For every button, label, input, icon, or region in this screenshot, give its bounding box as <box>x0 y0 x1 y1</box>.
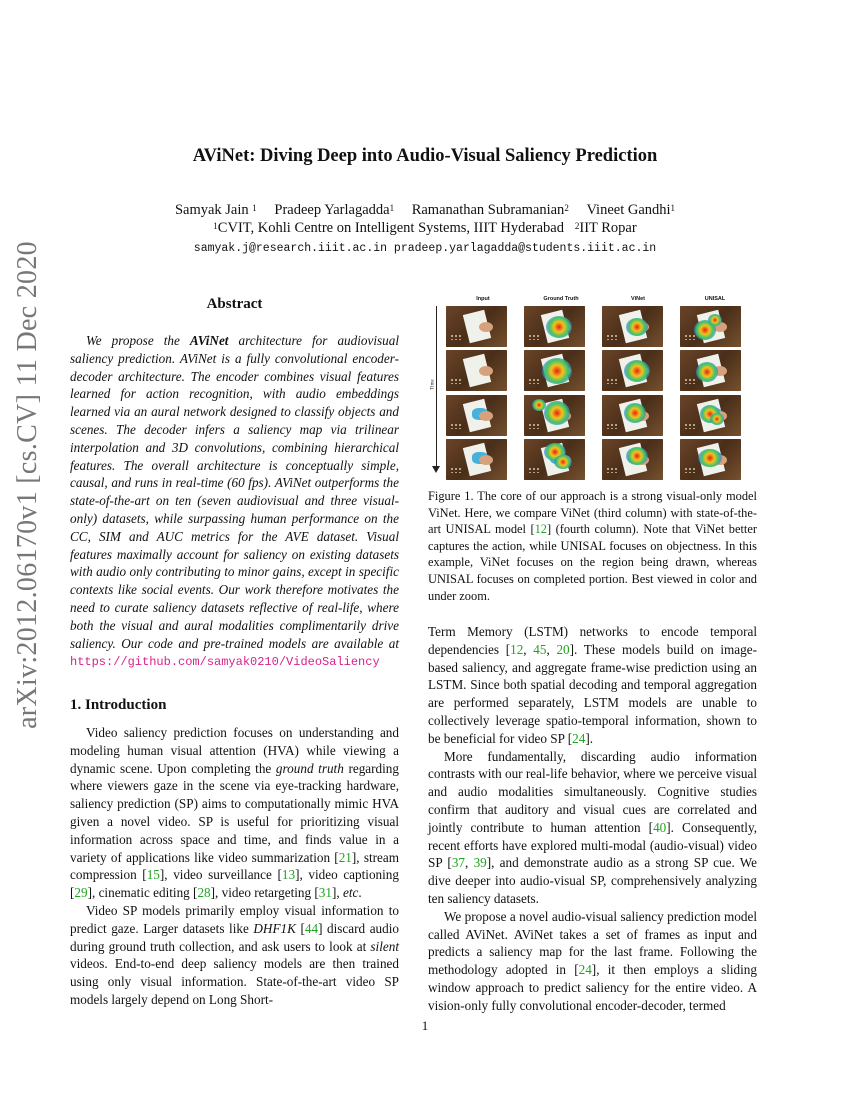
arxiv-sidebar <box>3 241 53 729</box>
citation-link[interactable]: 20 <box>556 641 570 657</box>
author: Pradeep Yarlagadda$^1$ <box>274 202 395 218</box>
vinet-frame <box>602 439 663 480</box>
figure-row <box>446 350 758 393</box>
figure-row <box>446 306 758 349</box>
vinet-frame <box>602 395 663 436</box>
citation-link[interactable]: 24 <box>572 730 586 746</box>
unisal-frame <box>680 350 741 391</box>
time-axis-label: Time <box>430 379 436 390</box>
author: Ramanathan Subramanian$^2$ <box>411 202 569 218</box>
abstract-body: We propose the AViNet architecture for audiovisual saliency prediction. AViNet is a fully convolutional encoder-decoder architecture. The encoder combines visual features learned for action recognition, with audio embeddings learned via an aural network designed to classify objects and scenes. The decoder infers a saliency map via trilinear interpolation and 3D convolutions, combining hierarchical features. The overall architecture is conceptually simple, causal, and runs in real-time (60 fps). AViNet outperforms the state-of-the-art on ten (seven audiovisual and three visual-only) datasets, while surpassing human performance on the CC, SIM and AUC metrics for the AVE dataset. Visual features maximally account for saliency on existing datasets with audio only contributing to minor gains, except in specific contexts like social events. Our work therefore motivates the need to curate saliency datasets reflective of real-life, where both the visual and aural modalities complimentarily drive saliency. Our code and pre-trained models are available at https://github.com/samyak0210/VideoSaliency <box>70 333 399 670</box>
saliency-heatmap <box>698 449 722 467</box>
figure-row <box>446 439 758 482</box>
ground-truth-frame <box>524 350 585 391</box>
saliency-heatmap <box>710 413 724 425</box>
saliency-heatmap <box>532 399 546 411</box>
paper-title: AViNet: Diving Deep into Audio-Visual Saliency Prediction <box>192 146 658 166</box>
arxiv-identifier: arXiv:2012.06170v1 [cs.CV] 11 Dec 2020 <box>12 241 43 729</box>
figure-row <box>446 395 758 438</box>
citation-link[interactable]: 44 <box>304 920 319 936</box>
ground-truth-frame <box>524 306 585 347</box>
code-link[interactable]: https://github.com/samyak0210/VideoSaliency <box>70 655 380 670</box>
saliency-heatmap <box>624 360 650 382</box>
citation-link[interactable]: 28 <box>197 885 211 901</box>
author-emails: samyak.j@research.iiit.ac.in pradeep.yarlagadda@students.iiit.ac.in <box>193 242 657 255</box>
input-frame <box>446 439 507 480</box>
input-frame <box>446 350 507 391</box>
citation-link[interactable]: 40 <box>653 819 667 835</box>
saliency-heatmap <box>624 403 646 423</box>
time-axis-line <box>436 306 437 470</box>
abstract-heading: Abstract <box>206 296 263 312</box>
citation-link[interactable]: 12 <box>510 641 524 657</box>
introduction-body: Video saliency prediction focuses on understanding and modeling human visual attention (HVA) while viewing a dynamic scene. Upon completing the ground truth regarding where viewers gaze in the scene via eye-tracking hardware, saliency prediction (SP) aims to computationally mimic HVA given a novel video. SP is useful for prioritizing visual information across space and time, and finds value in a variety of applications like video summarization [21], stream compression [15], video surveillance [13], video captioning [29], cinematic editing [28], video retargeting [31], etc. Video SP models primarily employ visual information to predict gaze. Larger datasets like DHF1K [44] discard audio during ground truth collection, and ask users to look at silent videos. End-to-end deep saliency models are then trained using only visual information. State-of-the-art video SP models largely depend on Long Short- <box>70 725 399 1007</box>
citation-link[interactable]: 15 <box>146 867 160 883</box>
author: Samyak Jain $^1$ <box>174 202 257 218</box>
unisal-frame <box>680 306 741 347</box>
input-frame <box>446 395 507 436</box>
unisal-frame <box>680 439 741 480</box>
figure-column-header: ViNet <box>631 296 645 302</box>
figure-column-header: Input <box>476 296 490 302</box>
figure-1 <box>430 294 760 482</box>
author-list <box>0 201 850 219</box>
citation-link[interactable]: 24 <box>578 962 592 978</box>
saliency-heatmap <box>626 447 648 465</box>
saliency-heatmap <box>544 401 570 425</box>
vinet-frame <box>602 306 663 347</box>
page-number: 1 <box>421 1018 429 1033</box>
section-heading-introduction: 1. Introduction <box>70 697 167 713</box>
ground-truth-frame <box>524 395 585 436</box>
saliency-heatmap <box>708 314 722 326</box>
affiliations: $^1$CVIT, Kohli Centre on Intelligent Systems, IIIT Hyderabad $^2$IIT Ropar <box>213 220 637 236</box>
unisal-frame <box>680 395 741 436</box>
saliency-heatmap <box>554 455 572 469</box>
figure-column-header: UNISAL <box>704 296 726 302</box>
citation-link[interactable]: 45 <box>533 641 547 657</box>
author-block <box>0 201 850 237</box>
citation-link[interactable]: 39 <box>473 855 487 871</box>
saliency-heatmap <box>546 316 572 338</box>
citation-link[interactable]: 21 <box>338 849 352 865</box>
right-column-body: Term Memory (LSTM) networks to encode temporal dependencies [12, 45, 20]. These models build on image-based saliency, and aggregate frame-wise prediction using an LSTM. Since both spatial decoding and temporal aggregation are performed separately, LSTM models are unable to collectively leverage spatio-temporal information, shown to be beneficial for video SP [24]. More fundamentally, discarding audio information contrasts with our real-life behavior, where we perceive visual and audio modalities simultaneously. Cognitive studies confirm that auditory and visual cues are correlated and jointly contribute to human attention [40]. Consequently, recent efforts have explored multi-modal (audio-visual) video SP [37, 39], and demonstrate audio as a strong SP cue. We dive deeper into audio-visual SP, comprehensively analyzing ten saliency datasets. We propose a novel audio-visual saliency prediction model called AViNet. AViNet takes a set of frames as input and predicts a saliency map for the last frame. Following the methodology adopted in [24], it then employs a sliding window approach to predict saliency for the entire video. A vision-only fully convolutional encoder-decoder, termed <box>428 624 758 1013</box>
figure-column-header: Ground Truth <box>543 296 579 302</box>
saliency-heatmap <box>542 358 572 384</box>
citation-link[interactable]: 12 <box>534 522 547 537</box>
citation-link[interactable]: 31 <box>318 885 332 901</box>
ground-truth-frame <box>524 439 585 480</box>
saliency-heatmap <box>696 362 718 382</box>
citation-link[interactable]: 13 <box>281 867 296 883</box>
author: Vineet Gandhi$^1$ <box>586 202 676 218</box>
figure-1-caption: Figure 1. The core of our approach is a strong visual-only model ViNet. Here, we compare ViNet (third column) with state-of-the-art UNISAL model [12] (fourth column). Note that ViNet better captures the action, while UNISAL focuses on objectness. In this example, ViNet focuses on the region being drawn, whereas UNISAL focuses on completed portion. Best viewed in color and under zoom. <box>428 489 757 603</box>
input-frame <box>446 306 507 347</box>
time-axis-arrow-icon <box>432 466 440 473</box>
citation-link[interactable]: 37 <box>451 855 466 871</box>
citation-link[interactable]: 29 <box>74 885 88 901</box>
vinet-frame <box>602 350 663 391</box>
saliency-heatmap <box>626 318 648 336</box>
